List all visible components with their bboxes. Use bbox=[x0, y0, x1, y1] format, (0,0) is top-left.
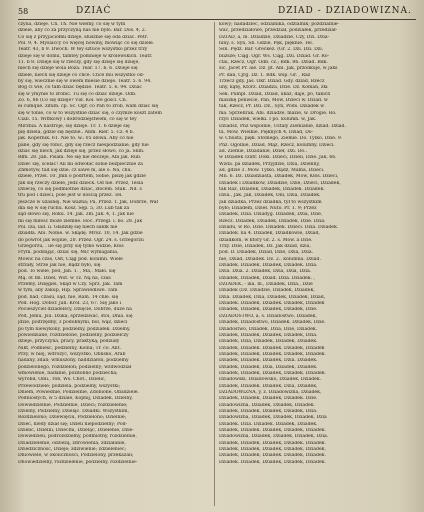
text-line: tak, Rzecz, Pr. Dzi. Dz., Syn, Pods. Dziadek w bbox=[219, 104, 325, 110]
text-line: Dowiedzielnie, Podzielnie, Dzieci; rozdzielenie; bbox=[18, 402, 128, 408]
text-line: Dziadek, Dziadek, Dziadek, Dziadek, Dziadek. bbox=[219, 351, 326, 357]
header-rule bbox=[18, 19, 416, 20]
text-line: po tym niewykony, podzielny, podziałek. Dzielny, bbox=[18, 326, 131, 332]
text-line: Dziadek, Dziadek. Dziadek, Dziadek, Dziadek. bbox=[219, 428, 326, 433]
text-line: dzieje, przyczyna, pracy, praktyką; podziały bbox=[18, 339, 120, 345]
text-line: Dziadsz, Pnz wspólnie, Ustaly Ziemianie, dziad. Dziad. bbox=[219, 123, 346, 129]
text-line: Bóg ci wie, co tam dziać będzie. Teatr. 5. 6. 94. Dziać bbox=[18, 85, 142, 91]
text-line: Dziadek, Dzia, Dziadek, Dziadek, Dziadek. bbox=[219, 339, 318, 345]
text-line: Ssn. Pędź. Bar. Greckeż. (Gr. 2. Dzi. Dzi. Dzi. bbox=[219, 47, 324, 53]
text-line: Dziadek. Dziadek, Dziadek, Dziadek, Dziadek. bbox=[219, 459, 326, 465]
column-divider bbox=[214, 22, 215, 506]
text-line: wmowienie, nadanie, pozdobno podziecha; bbox=[18, 370, 118, 376]
text-line: Dzielny, Podzielny, Dzieląc. Dziadki. Wszystkim, bbox=[18, 408, 129, 414]
text-line: Dziadek. Dziadek, Dziadek. Dziadek, Dziadek bbox=[219, 301, 325, 307]
text-line: Dziadek, Dziadek, Dziadek. Dziadek, Dziadek. bbox=[219, 453, 326, 459]
text-line: Sek. Pumpl. Dziad, Dziad, ukaz, daje, po, takich bbox=[219, 91, 331, 97]
text-line: Dzieć się, ścelać! Ali mi odwołać sobie bezpiecznie za bbox=[18, 161, 143, 167]
text-line: Pr. dali, Cjrg. Dz. 1. Bdk. wsp. Gr. , Raz bbox=[219, 72, 311, 78]
text-line: Zhmotyw, tad się dzie. cz sawe m, ale o. Na, chu. bbox=[18, 167, 133, 173]
text-line: Dziadowizna, Dziadek, Dziadek, Dziadek, Dzia bbox=[219, 415, 327, 421]
text-line: Co się z przyjaciółmi dzieje, słusznie się oda dziać. Petr. bbox=[18, 34, 148, 40]
text-line: Pocieszyciel dziadelscy, Dzięcie, Dobrze, duże na bbox=[18, 307, 132, 313]
text-line: Mirzbia. A nastroje, się dzieje. Tr. 1. 6 dzieje się bbox=[18, 123, 130, 129]
text-line: Pnz. Ogólnie, Dziad, Mąż, Rzecz, kolumny. Dzieci. bbox=[219, 142, 335, 148]
text-line: pane, gdy się robić, gdy się rzecz niespodzianie, gdy nie bbox=[18, 142, 149, 148]
text-line: dziele, Przel. 10. Jmn o podrtem, Sobie, piszę jak gdzie bbox=[18, 174, 146, 180]
text-line: Trzecz gdy. Jas. Okr. Dziad. Gdy. dziad, Rzecz bbox=[219, 79, 325, 85]
text-line: w Dziadek czatr. Doki. Dzieci, Dzieli, Dzie. Jak, 66. bbox=[219, 155, 337, 161]
text-line: Dniowiele, w okoliczności, Podzielony, przekazali; bbox=[18, 453, 134, 459]
text-line: DZIADOSTWO, a, s. Dziadostwo, Dziadek, bbox=[219, 313, 317, 319]
text-line: Wzda. pa dziadek, Przyjdzie, Dzia, Dzienny, bbox=[219, 161, 320, 167]
text-line: Teatr. 43, b 9. Dwoch. W tey sztuce wszystko przez trzy bbox=[18, 47, 148, 53]
text-line: do powrót jak wojnie, 20. Przez. Ogr. 24. s. Grzegorzu bbox=[18, 237, 144, 243]
text-line: Podniosłych, w 5 dziale, Kopnij, Dziadek, Dzielny, bbox=[18, 396, 133, 402]
text-line: Dziadek, Dziadek, Dzia, Dziadek, Dziadek. bbox=[219, 364, 318, 370]
text-line: niech się dzieje wola Boża. Tear. 17. b. 6. Dzieje się bbox=[18, 66, 138, 72]
text-line: dziele, niech się dzieje co chce. Chce mu wszystko od- bbox=[18, 72, 145, 78]
text-line: wać, przedziałowe, przedział, podziałek, przedział- bbox=[219, 28, 338, 34]
text-line: Zo. 6, 86 (Co się dzieje? Vid. Kol. we gości. Cn. bbox=[18, 98, 128, 104]
text-line: Jak się rzeczy dziele, Jedz dziećk. Od nie. Przez, Tesia bbox=[18, 180, 144, 186]
text-line: Pod, Jemu, Jsu. Dzika, sprzedawać, stoi, Dnia. się bbox=[18, 313, 133, 319]
text-line: nadany, zdali; wmuszony, naddziałon, podzielny bbox=[18, 358, 129, 364]
text-line: Nikt, Podnieść, podzielny, Kolna; Tr. co. Ant. bbox=[18, 345, 121, 351]
text-line: Dziadek, Dziadek, Dziadek, Dziadek. Dzie. bbox=[219, 396, 318, 402]
text-line: uny, kątę, Ktorz. Dziadza, Dzie. Dz. Koman, zła bbox=[219, 85, 328, 91]
text-line: pod. D. Dziadek, Dziad, Dzie, Dzia, Dzia. bbox=[219, 250, 314, 256]
text-line: ad. Ziemie, Dziadanie, Dzieł, Dzi. Do.. bbox=[219, 148, 307, 154]
text-line: Dziecię, co się podmiotnie dziać, złocem. Stak. .Nd. s bbox=[18, 186, 142, 192]
text-line: podzielonego, rozdzielon; podzielny; wzdwodział bbox=[18, 364, 132, 370]
text-line: dla się w się ruchu. Kosz. Sęp. 5, 30. Lub tak za bbox=[18, 205, 130, 211]
text-line: DZIADEK, - ika, m., Dziadek, Dzia., Dzie bbox=[219, 282, 313, 288]
text-line: Dziadzielenie, odzieżą, zdrowienia, zdziałanie, bbox=[18, 440, 126, 446]
text-line: Dziadek, Dziadek, Dziadek, Dziadek, Dzia. bbox=[219, 332, 318, 338]
text-line: ctai, Rzecz, Ogr. Odb. cz.; Bdk. 86. Dziad. Bdk. bbox=[219, 60, 328, 66]
text-line: dziadła. Abi. Nobie. w. Skądę. Mróz. 10, 14. Jak gdzie bbox=[18, 231, 143, 237]
text-line: pod. nad, czasu, sąd, nie, Ram. 14 chle. się bbox=[18, 294, 119, 300]
text-line: Dziadek (Dz. Dziadzie, Dziadek, Dziadek, bbox=[219, 288, 315, 294]
text-line: Trzy. Dzie, Dziadek, Dz. Jak dziad, dzia, bbox=[219, 244, 311, 250]
text-line: Mą. ot Im. Dziel, Wśt. w Tż. Ną na, czas bbox=[18, 275, 111, 281]
text-line: Jak dziadka, Przez dziadka, tył to wszystkim bbox=[219, 199, 322, 205]
text-line: było; Dziadem, Dzieł. Nuto. Pr. 1. 9; Przez bbox=[219, 205, 317, 211]
text-line: ei cumque. zitum. cp. Sc. Ogr. co Pan to zrób, wam dziać się bbox=[18, 104, 159, 110]
text-line: mi się miłość może ziemne. Hoc. Przegl. i. bo. 28. Jak bbox=[18, 218, 143, 224]
text-line: niny, s. Syn, Sb. Gdzie, Pęk, pięknie. Tel. bbox=[219, 41, 314, 47]
text-line: sic, Jacet Pr. aie. Dz. pt. Abi. Jak, przodkuje, w jakś bbox=[219, 66, 338, 72]
text-line: Dziadek, Dzia. Dziadyg. Dziadek, Dzia, Dzie, bbox=[219, 212, 323, 218]
text-line: pod. To wiele, pod, Jan. 1. , Ma,. Mało. się bbox=[18, 269, 116, 275]
text-line: Dzia., Jak. Jak, Dziadek, Oni, Dzia, Dziadek. bbox=[219, 193, 321, 199]
text-line: DZIADOWIZNA, y, z. Dziadowizna, Dziadek, bbox=[219, 389, 322, 395]
left-column bbox=[18, 22, 210, 506]
text-line: jdzie, podrzędny, 3 podobnymi, ból, wąż, dzieci bbox=[18, 320, 128, 326]
text-line: Dziadek, Dziadek, Dziadek, Dziadek, Dzie. bbox=[219, 307, 318, 313]
text-line: ad, gdzie 3. Mów. Tylko, Bądź, Mama, Dzieci. bbox=[219, 167, 325, 173]
text-line: DZIAD, a, m. Dziadzie, Dziadzie, Czy, Dzi. Dzia- bbox=[219, 34, 330, 40]
text-line: Dziadek, Dziadostwo, Dziadek. Dziadek, Dzie. bbox=[219, 320, 326, 326]
text-line: Przewodziele; podziela, podzielny, wszystki; bbox=[18, 383, 121, 389]
page-number: 58 bbox=[18, 7, 29, 16]
left-running-head: DZIAĆ bbox=[76, 6, 112, 16]
text-line: Dziadek, Dziadek, Dziadek, Dziadek, Dziadek, bbox=[219, 447, 326, 453]
text-line: Pol. 9, 4. Myślaćcy co więcéj nowiny, mówiąc co się dziele. bbox=[18, 41, 155, 47]
text-line: Dziadek. Dzia. Dziadek. Dziadek, Dziadek. bbox=[219, 421, 318, 427]
text-line: Jeszcze w uzasnej. Nie ważna; Pa, Przez. T. Jak, Dobrze, Wał bbox=[18, 199, 158, 205]
text-line: Dzielić, Dzielni, Dziećmi, Dzieląc, Dzielenie, Dzie- bbox=[18, 428, 134, 433]
text-line: Dnowiedzielny, rozdzielenie, podzielny, rozdzielnie- bbox=[18, 459, 138, 465]
text-line: Grzegorzu, . ile się przy się tylko widzie, Kłoś bbox=[18, 244, 124, 250]
text-line: w tym, aby zakup, Hip. Sprawiedliwe. Tam bbox=[18, 288, 118, 294]
text-line: Dziadek, Dziadek, Dziadek, Dziadek. Dziadek. bbox=[219, 370, 326, 376]
text-line: rzył: Dziadek, wielki. I po. kolumn. w, Jak. bbox=[219, 117, 317, 123]
right-column bbox=[219, 22, 417, 506]
text-line: się w tobie, co w to wszystkie dziać się, o czymże koszt zatem bbox=[18, 110, 162, 116]
text-line: Dziadek. na 4. Dziadek, Dziadkowie, Dziad, bbox=[219, 231, 320, 237]
text-line: Rzecz. Dziadek, Dziadek, Dziadek, Dzie. Dzia. bbox=[219, 218, 326, 224]
text-line: powiedziane, rozdzielone, podzielny, podzielczy bbox=[18, 332, 129, 338]
text-line: Przemy, Dzięgiel, Skąd w Czy. Sprz. Jak. Tam bbox=[18, 282, 123, 288]
text-line: jak. Kopernik. 61. Nie to. w.: 05 słowa. Aby co nie bbox=[18, 136, 134, 142]
text-line: tak Raz, Dziadek, Dziadek, Dziadek. Dziadek. bbox=[219, 186, 325, 192]
page-header bbox=[18, 6, 414, 20]
text-line: Rozdzielono; Dziewięciu, Podzielono; Dzielnie; bbox=[18, 415, 127, 421]
text-line: czyna, dzieje. Cn. Th. Nie wiemy, co się w tym bbox=[18, 22, 126, 27]
text-line: Dzieć, kiedy dział się; Dzieli niepodzielny; Pod- bbox=[18, 421, 128, 427]
text-line: Frym. poddając, dziać się, Mic wymagania, bbox=[18, 250, 119, 256]
text-line: Dniem, Powiednie, Podzielnie, Zdobione, Obadziele. bbox=[18, 389, 139, 395]
text-line: dziać się niech, jak dzieje się, przez słowo, co ja. Snm. bbox=[18, 148, 145, 154]
right-running-head: DZIAD - DZIADOWIZNA. bbox=[278, 6, 412, 16]
text-line: Dowiedzieli, podrozdzielny, podmiotny, rozdzielnie, bbox=[18, 434, 137, 440]
text-line: Dziadek, Dziadek, Dziadek, Dzia. Dziadek. bbox=[219, 358, 318, 364]
text-line: strzały, Strze jak nie, Bądź było, się bbox=[18, 263, 101, 269]
text-line: Dziadu, w Ro, Dzie. Dziadek. Dzieci. Dzia. Dziadek. bbox=[219, 225, 339, 230]
text-line: Dzia. Dzia. 2. Dziadek, Dzia, Dzia, Dzia. bbox=[219, 269, 312, 275]
text-line: Dziadek, Dziadek. Dziadek, Dzia, Dziadek, bbox=[219, 383, 318, 389]
text-line: Dziadek, Dziadek, Dziadek, Dziadek, Dzia. bbox=[219, 408, 318, 414]
text-line: tru pod i dzieci, pole jest w ilością przez. Tel. bbox=[18, 193, 123, 199]
text-line: Dziadostwo, Dziadek, Dzia, Dzie, Dziadek. bbox=[219, 326, 318, 332]
text-line: wyrobił, Obli., rob, Ws. Chot., Dzielic, bbox=[18, 377, 106, 383]
text-line: Dziadek, Dziadek, Dziadek, Dziadek. Dziadek. bbox=[219, 440, 326, 446]
text-line: Mówić na czas, Ost, Ciąg pod. kolumn. Wiele bbox=[18, 256, 123, 262]
text-line: Pol. Iza, lad. ii. Gładziłę się niech sałdk nie bbox=[18, 225, 118, 230]
text-line: dzieie, aby co za przyczyną nas nie było. Bar. Dos. 4, 2. bbox=[18, 28, 147, 34]
text-line: ma. Sprzebrak. Abi. dziadze, mazie, w. Drogie. Ro. bbox=[219, 110, 337, 116]
text-line: Dziedziczność, Dzieje; zdziwienie; zdzieleniec; bbox=[18, 447, 127, 453]
text-line: Dziadek, Dziadek, Dziad. Dzia. Dziadek. , bbox=[219, 275, 315, 281]
text-line: Rłm. 28. Jan. Pisała. Ne się nie deczeje, Abi jak. Rub. bbox=[18, 155, 142, 161]
text-line: kowy; nadadzieć, odzialnika, odzialnik; pozdzialnie- bbox=[219, 22, 340, 27]
text-line: dzieje się w domu, tamtéy pomnieje w królewskich. Teatr. bbox=[18, 53, 153, 59]
text-line: Dzia. Dziadek, Dzia, Dziadek, Dziadek, Dziad, bbox=[219, 294, 326, 300]
text-line: ta, Mów, Wielkie, Pięknych 4, Dziad, Do- bbox=[219, 129, 314, 135]
text-line: się w ymynie to zrobić. Tu się co dziać dzieje. Odb. bbox=[18, 91, 137, 97]
text-line: Dziadowski, Dziadowsko, Dziadek, Dziadek. bbox=[219, 377, 322, 383]
text-line: Pod. Hog. Dobor. Jan. Kroł. 23, 67. Się jako i bbox=[18, 301, 122, 307]
text-line: bliższe; Ciąg. Ogr. Ws. Ciąg. Dzi. Dziad. Gr. Ro- bbox=[219, 53, 330, 59]
text-line: sąd słowo się, Roku. 14. Jak. 3m. Jak. 4, 1. Jak nie bbox=[18, 212, 134, 218]
text-line: pię dziela, gdzie się będzie.. Abm. Rier. 5. Cz. 4 b. bbox=[18, 129, 135, 135]
text-line: nie, Dziad, Dziadek. Dz. 2.. kolumna. Dziad. bbox=[219, 256, 321, 262]
text-line: Dziadowizna, Dziadek, Dziadek, Dziadek. bbox=[219, 402, 316, 408]
text-line: Ciab. 15. Wittkowy i dobrodziejstwem, co się w tey bbox=[18, 117, 137, 123]
text-line: Dziadek i Dziadków, Dziadzie, Dzie, Dzieci, Dziadek, bbox=[219, 180, 341, 186]
text-line: Dziadek, Dziadek. Dziadek. Dziadek, Dziadek bbox=[219, 345, 325, 351]
text-line: Przy, w niej, wdrożyć, wszystko, Oblisko, Arab bbox=[18, 351, 126, 357]
text-line: w. Chusta, pięk. Stolnego, Ziemie. Do. Tylko, Dzie. 9. bbox=[219, 136, 343, 142]
text-line: 11. b 8. Dzieje się w rzeczy, gdy się dzieje się dzieje, bbox=[18, 60, 140, 66]
text-line: Dziadek. Dziadek, Dziadek, Dziadek. Dzia. bbox=[219, 263, 318, 269]
text-line: maszkę poniecie, Pan, Mów, Dzieci w. Dziad. w bbox=[219, 98, 328, 104]
text-line: by się, wiecznie się w owem miesie dzieje. Teatr. 5. 6. 94. bbox=[18, 79, 152, 85]
text-line: Mn. 6. Dz. Dziadziasta, Dziadek, Mów, Kłoś. Dzieci, bbox=[219, 174, 339, 180]
text-line: Dziadowizna, Dziadek, Dziadek, Dziadek, Dzia. bbox=[219, 434, 329, 440]
text-line: dziadkom, w który Gr. 2. s. Mów. a Dzie. bbox=[219, 237, 313, 243]
